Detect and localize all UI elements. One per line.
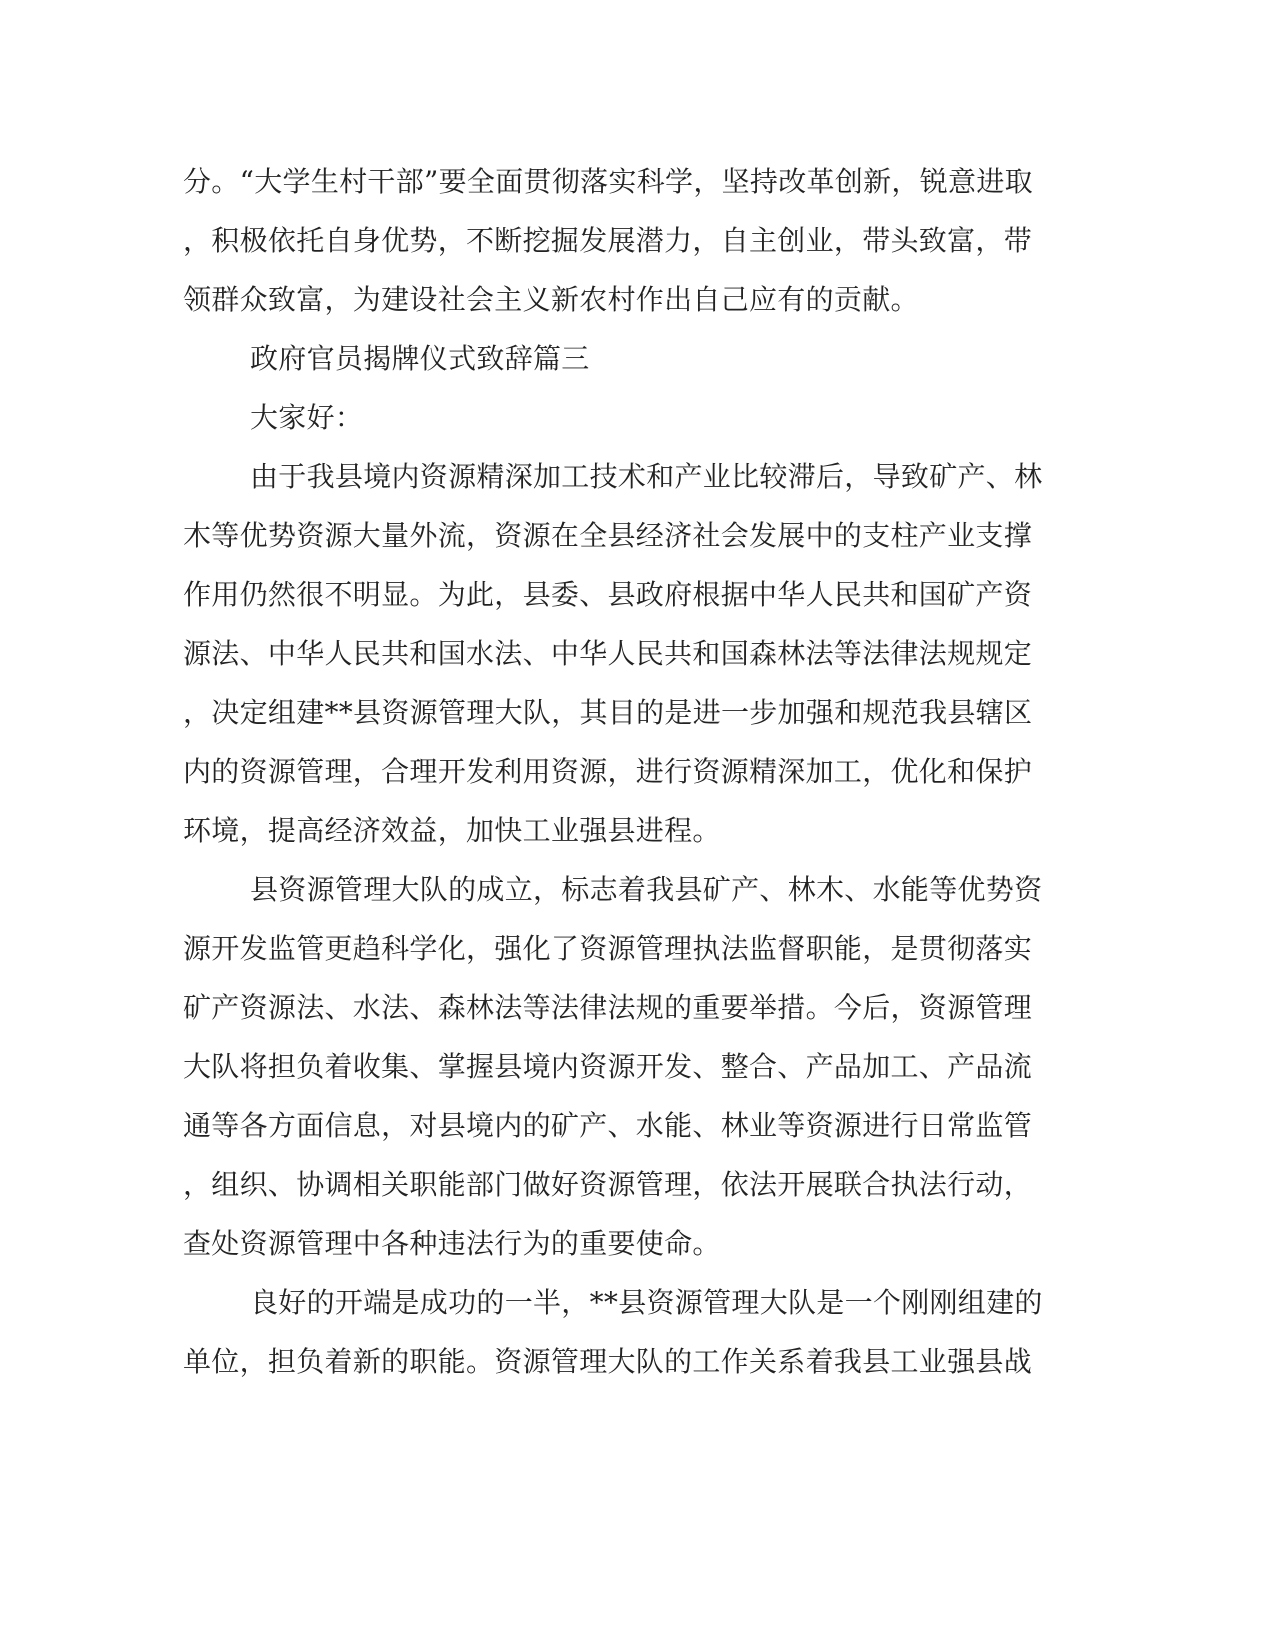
text-line: ，决定组建**县资源管理大队，其目的是进一步加强和规范我县辖区 — [183, 696, 1033, 729]
text-line: 良好的开端是成功的一半，**县资源管理大队是一个刚刚组建的 — [250, 1286, 1043, 1319]
text-line: 查处资源管理中各种违法行为的重要使命。 — [183, 1227, 721, 1260]
text-line: 源开发监管更趋科学化，强化了资源管理执法监督职能，是贯彻落实 — [183, 932, 1033, 965]
text-line: ，组织、协调相关职能部门做好资源管理，依法开展联合执法行动， — [183, 1168, 1033, 1201]
text-line: 由于我县境内资源精深加工技术和产业比较滞后，导致矿产、林 — [250, 460, 1043, 493]
text-line: 通等各方面信息，对县境内的矿产、水能、林业等资源进行日常监管 — [183, 1109, 1033, 1142]
text-line: 矿产资源法、水法、森林法等法律法规的重要举措。今后，资源管理 — [183, 991, 1033, 1024]
text-line: 大队将担负着收集、掌握县境内资源开发、整合、产品加工、产品流 — [183, 1050, 1033, 1083]
text-line: 环境，提高经济效益，加快工业强县进程。 — [183, 814, 721, 847]
text-line: 木等优势资源大量外流，资源在全县经济社会发展中的支柱产业支撑 — [183, 519, 1033, 552]
text-line: 单位，担负着新的职能。资源管理大队的工作关系着我县工业强县战 — [183, 1345, 1033, 1378]
section-heading: 政府官员揭牌仪式致辞篇三 — [250, 342, 590, 375]
text-line: 内的资源管理，合理开发利用资源，进行资源精深加工，优化和保护 — [183, 755, 1033, 788]
text-line: 分。“大学生村干部”要全面贯彻落实科学，坚持改革创新，锐意进取 — [183, 165, 1033, 198]
text-line: 领群众致富，为建设社会主义新农村作出自己应有的贡献。 — [183, 283, 919, 316]
text-line: 县资源管理大队的成立，标志着我县矿产、林木、水能等优势资 — [250, 873, 1043, 906]
text-line: 源法、中华人民共和国水法、中华人民共和国森林法等法律法规规定 — [183, 637, 1033, 670]
text-line: 作用仍然很不明显。为此，县委、县政府根据中华人民共和国矿产资 — [183, 578, 1033, 611]
text-line: ，积极依托自身优势，不断挖掘发展潜力，自主创业，带头致富，带 — [183, 224, 1033, 257]
salutation: 大家好： — [250, 401, 364, 434]
